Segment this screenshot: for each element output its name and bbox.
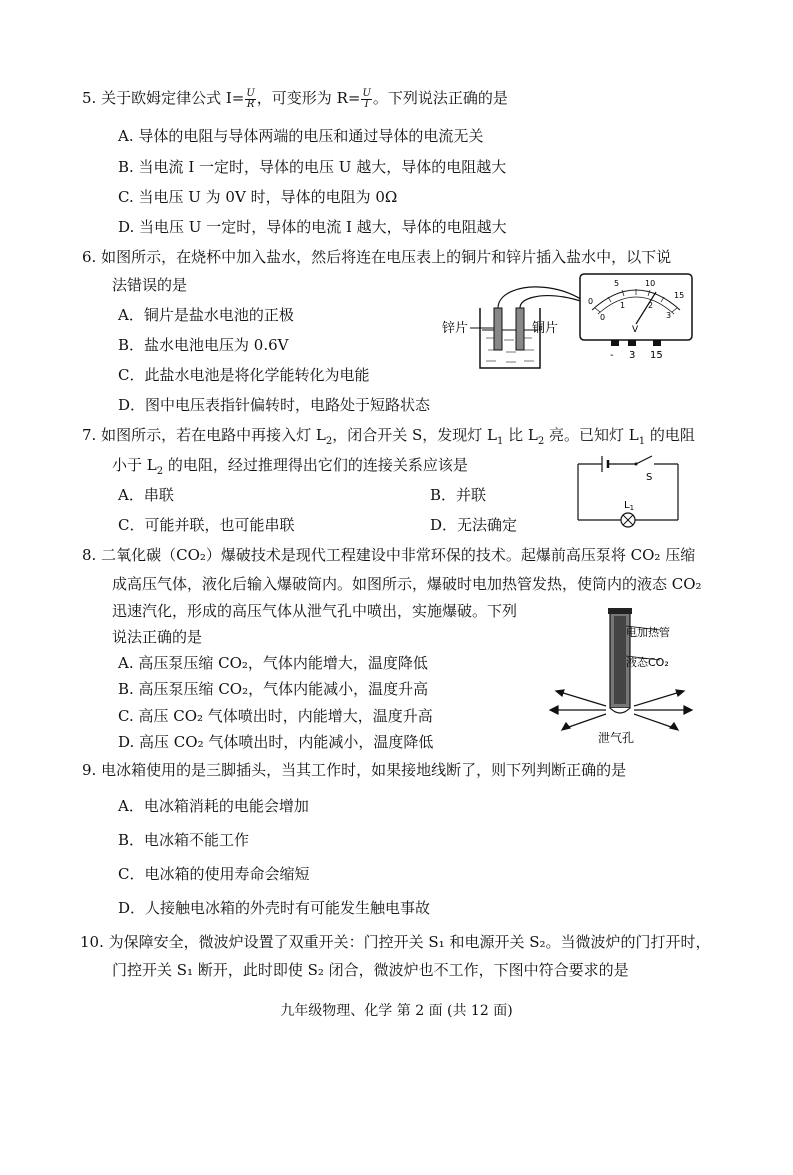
q7-number: 7. [82,426,97,444]
scale-top-0: 0 [588,297,594,306]
q5-stem: 5. 关于欧姆定律公式 I= $\frac{U}{R}$ ，可变形为 R= $\frac{U}{I}$ 。下列说法正确的是 [82,87,508,110]
heater-label: 电加热管 [626,626,670,639]
scale-top-10: 10 [645,279,656,288]
lamp-label: $L_1$ [624,500,635,512]
q9-option-a: A．电冰箱消耗的电能会增加 [118,797,309,815]
q6-option-a: A．铜片是盐水电池的正极 [118,306,294,324]
q7-stem-1: 7. 如图所示，若在电路中再接入灯 $L_2$，闭合开关 S，发现灯 $L_1$ 比 $L_2$ 亮。已知灯 $L_1$ 的电阻 [82,426,695,447]
q8-stem-4: 说法正确的是 [112,628,203,646]
q7-option-c: C．可能并联，也可能串联 [118,516,295,534]
q8-figure-blasting-tube [540,606,700,750]
q8-stem-1: 8. 二氧化碳（CO₂）爆破技术是现代工程建设中非常环保的技术。起爆前高压泵将 CO₂ 压缩 [82,546,696,564]
terminal-3 [628,340,636,346]
q7-stem-2: 小于 $L_2$ 的电阻，经过推理得出它们的连接关系应该是 [112,456,468,477]
switch-label: S [646,472,653,483]
voltmeter-unit: V [632,325,639,335]
vent-hole [610,708,630,713]
copper-label: 铜片 [532,321,559,336]
scale-top-15: 15 [674,291,685,300]
q5-fraction-1: $\frac{U}{R}$ [246,87,255,110]
copper-plate [516,308,524,350]
q6-stem-1: 6. 如图所示，在烧杯中加入盐水，然后将连在电压表上的铜片和锌片插入盐水中，以下说 [82,248,672,266]
q9-option-b: B．电冰箱不能工作 [118,831,250,849]
q9-number: 9. [82,761,97,779]
q5-number: 5. [82,89,97,107]
q7-option-a: A．串联 [118,486,174,504]
q9-option-d: D．人接触电冰箱的外壳时有可能发生触电事故 [118,899,431,917]
scale-bottom-3: 3 [666,311,672,320]
q6-option-d: D．图中电压表指针偏转时，电路处于短路状态 [118,396,431,414]
zinc-label: 锌片 [442,321,469,336]
q5-option-a: A. 导体的电阻与导体两端的电压和通过导体的电流无关 [118,127,484,145]
vent-label: 泄气孔 [598,731,635,745]
q5-option-b: B. 当电流 I 一定时，导体的电压 U 越大，导体的电阻越大 [118,158,507,176]
q8-number: 8. [82,546,97,564]
page-footer: 九年级物理、化学 第 2 面 (共 12 面) [280,1003,513,1019]
scale-top-5: 5 [614,279,620,288]
q6-stem-2: 法错误的是 [112,276,188,294]
q10-stem-1: 10. 为保障安全，微波炉设置了双重开关：门控开关 S₁ 和电源开关 S₂。当微波炉的门打开时， [80,933,711,951]
scale-bottom-1: 1 [620,301,626,310]
q8-stem-3: 迅速汽化，形成的高压气体从泄气孔中喷出，实施爆破。下列 [112,602,518,620]
zinc-plate [494,308,502,350]
q6-number: 6. [82,248,97,266]
q8-option-a: A. 高压泵压缩 CO₂，气体内能增大，温度降低 [118,654,428,672]
scale-bottom-2: 2 [648,301,654,310]
terminal-label-negative: - [610,350,614,361]
q8-option-c: C. 高压 CO₂ 气体喷出时，内能增大，温度升高 [118,707,433,725]
q5-fraction-2: $\frac{U}{I}$ [362,87,371,110]
terminal-negative [611,340,619,346]
liquid-co2-label: 液态CO₂ [626,656,669,669]
q6-option-b: B．盐水电池电压为 0.6V [118,336,289,354]
terminal-label-3: 3 [629,350,636,361]
tube-cap [608,608,632,614]
q8-option-b: B. 高压泵压缩 CO₂，气体内能减小，温度升高 [118,680,429,698]
q10-stem-2: 门控开关 S₁ 断开，此时即使 S₂ 闭合，微波炉也不工作，下图中符合要求的是 [112,961,629,979]
scale-bottom-0: 0 [600,313,606,322]
q10-number: 10. [80,933,104,951]
q8-stem-2: 成高压气体，液化后输入爆破筒内。如图所示，爆破时电加热管发热，使筒内的液态 CO₂ [112,575,702,593]
q8-option-d: D. 高压 CO₂ 气体喷出时，内能减小，温度降低 [118,733,434,751]
q5-option-d: D. 当电压 U 一定时，导体的电流 I 越大，导体的电阻越大 [118,218,507,236]
q9-stem: 9. 电冰箱使用的是三脚插头，当其工作时，如果接地线断了，则下列判断正确的是 [82,761,627,779]
terminal-label-15: 15 [650,350,663,361]
q5-option-c: C. 当电压 U 为 0V 时，导体的电阻为 0Ω [118,188,398,206]
q7-figure-circuit [572,452,684,530]
q6-figure-salt-battery [440,268,700,378]
terminal-15 [653,340,661,346]
q9-option-c: C．电冰箱的使用寿命会缩短 [118,865,310,883]
salt-water-pattern [486,338,534,362]
q6-option-c: C．此盐水电池是将化学能转化为电能 [118,366,370,384]
switch-blade [636,456,652,464]
tube-inner [614,616,626,704]
q7-option-b: B．并联 [430,486,487,504]
q7-option-d: D．无法确定 [430,516,518,534]
